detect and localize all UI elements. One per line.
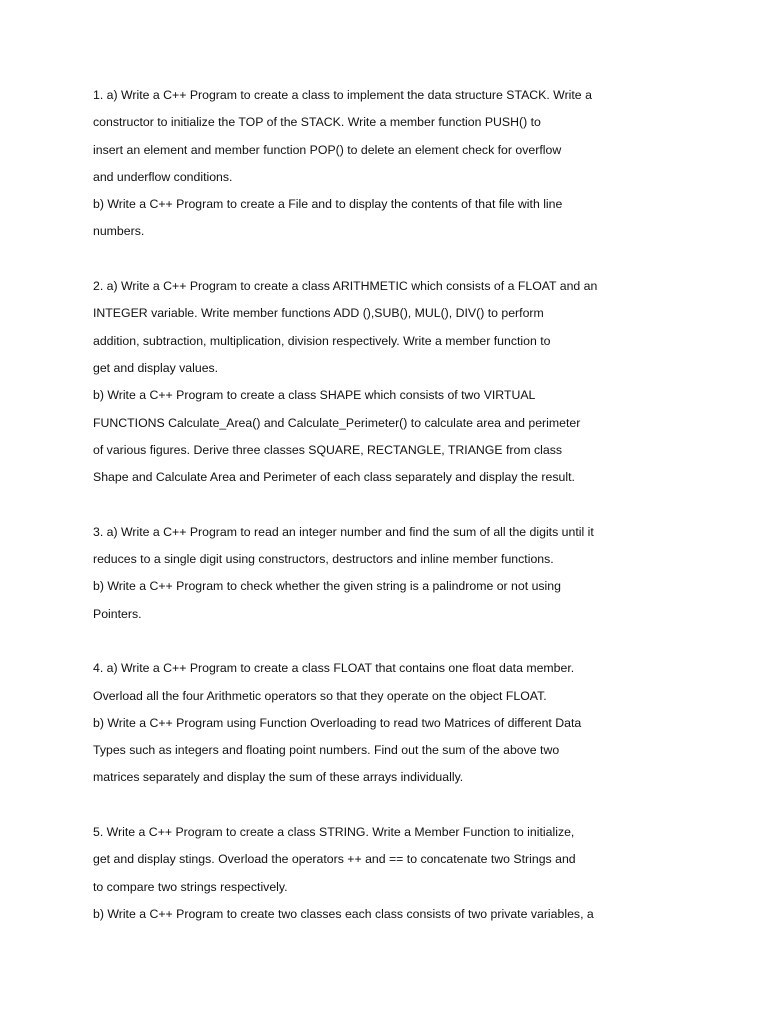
question-4b-line: b) Write a C++ Program using Function Overloading to read two Matrices of different Data [93,715,582,730]
question-5b-line: b) Write a C++ Program to create two classes each class consists of two private variables, a [93,906,594,921]
question-2 [93,276,653,494]
paragraph-gap [93,494,653,521]
question-2b-line: of various figures. Derive three classes SQUARE, RECTANGLE, TRIANGE from class [93,442,563,457]
question-2b-line: b) Write a C++ Program to create a class SHAPE which consists of two VIRTUAL [93,388,536,403]
question-1a-line: constructor to initialize the TOP of the STACK. Write a member function PUSH() to [93,115,541,130]
question-1b-line: b) Write a C++ Program to create a File and to display the contents of that file with line [93,197,563,212]
question-5a-line: 5. Write a C++ Program to create a class STRING. Write a Member Function to initialize, [93,825,575,840]
question-4b-line: matrices separately and display the sum of these arrays individually. [93,770,464,785]
question-2b-line: FUNCTIONS Calculate_Area() and Calculate_Perimeter() to calculate area and perimeter [93,415,581,430]
paragraph-gap [93,795,653,822]
question-1a-line: insert an element and member function POP() to delete an element check for overflow [93,142,562,157]
question-4 [93,658,653,794]
question-3a-line: reduces to a single digit using constructors, destructors and inline member functions. [93,552,554,567]
question-2a-line: addition, subtraction, multiplication, division respectively. Write a member function to [93,333,551,348]
paragraph-gap [93,631,653,658]
question-2b-line: Shape and Calculate Area and Perimeter of each class separately and display the result. [93,470,575,485]
paragraph-gap [93,249,653,276]
question-2a-line: get and display values. [93,360,219,375]
question-5a-line: get and display stings. Overload the operators ++ and == to concatenate two Strings and [93,852,576,867]
question-1 [93,85,653,249]
question-2a-line: 2. a) Write a C++ Program to create a class ARITHMETIC which consists of a FLOAT and an [93,279,598,294]
question-1b-line: numbers. [93,224,145,239]
question-3a-line: 3. a) Write a C++ Program to read an integer number and find the sum of all the digits until it [93,524,594,539]
question-1a-line: and underflow conditions. [93,169,233,184]
question-4b-line: Types such as integers and floating point numbers. Find out the sum of the above two [93,743,560,758]
question-2a-line: INTEGER variable. Write member functions ADD (),SUB(), MUL(), DIV() to perform [93,306,544,321]
question-1a-line: 1. a) Write a C++ Program to create a class to implement the data structure STACK. Write a [93,88,592,102]
question-5a-line: to compare two strings respectively. [93,879,288,894]
question-3b-line: Pointers. [93,606,142,621]
question-3 [93,522,653,631]
question-3b-line: b) Write a C++ Program to check whether the given string is a palindrome or not using [93,579,561,594]
question-4a-line: 4. a) Write a C++ Program to create a class FLOAT that contains one float data member. [93,661,575,676]
question-4a-line: Overload all the four Arithmetic operators so that they operate on the object FLOAT. [93,688,547,703]
question-5 [93,822,653,931]
document-body [93,85,653,931]
